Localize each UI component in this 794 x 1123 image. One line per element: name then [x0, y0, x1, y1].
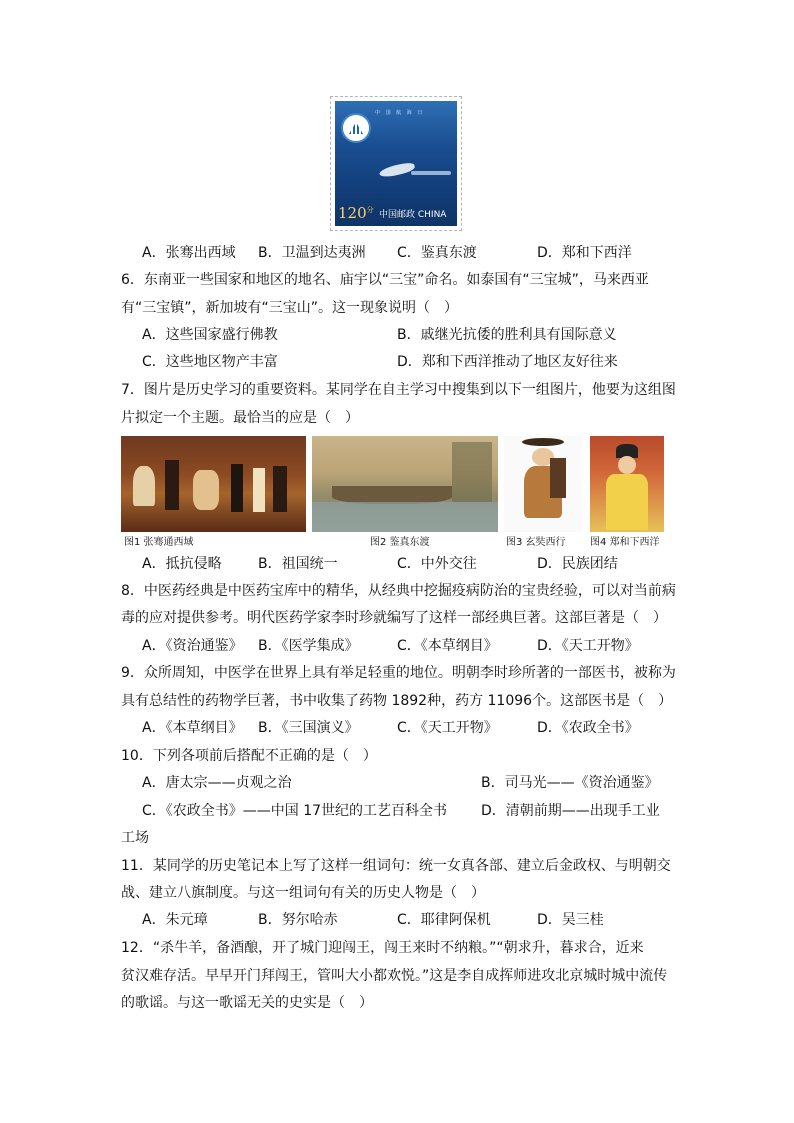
q10-option-c: C．《农政全书》——中国 17世纪的工艺百科全书 — [142, 803, 448, 819]
q8-option-c: C．《本草纲目》 — [397, 638, 498, 654]
q9-option-d: D．《农政全书》 — [537, 720, 639, 736]
stamp-value — [338, 204, 374, 222]
q12-stem-line-1: 12．“杀牛羊，备酒酿，开了城门迎闯王，闯王来时不纳粮。”“朝求升，暮求合，近来 — [121, 940, 644, 956]
q10-option-a: A．唐太宗——贞观之治 — [142, 775, 292, 791]
q10-option-b: B．司马光——《资治通鉴》 — [481, 775, 659, 791]
q11-option-c: C．耶律阿保机 — [397, 912, 491, 928]
q11-stem-line-1: 11．某同学的历史笔记本上写了这样一组词句：统一女真各部、建立后金政权、与明朝交 — [121, 858, 671, 874]
q6-option-b: B．戚继光抗倭的胜利具有国际意义 — [397, 327, 617, 343]
picture-2-jianzhen-boat-painting — [312, 436, 498, 532]
q12-stem-line-3: 的歌谣。与这一歌谣无关的史实是（ ） — [121, 995, 373, 1011]
q8-stem-line-2: 毒的应对提供参考。明代医药学家李时珍就编写了这样一部经典巨著。这部巨著是（ ） — [121, 610, 667, 626]
stamp-postal-label: 中国邮政 CHINA — [379, 210, 447, 220]
q8-option-d: D．《天工开物》 — [537, 638, 639, 654]
q10-stem-line-1: 10．下列各项前后搭配不正确的是（ ） — [121, 748, 377, 764]
painting-waves — [312, 502, 498, 532]
picture-caption-2: 图2 鉴真东渡 — [370, 537, 430, 548]
picture-caption-1: 图1 张骞通西域 — [124, 537, 194, 548]
picture-3-xuanzang-figure — [504, 436, 582, 532]
q8-option-a: A．《资治通鉴》 — [142, 638, 243, 654]
q6-option-a: A．这些国家盛行佛教 — [142, 327, 278, 343]
q8-stem-line-1: 8．中医药经典是中医药宝库中的精华，从经典中挖掘疫病防治的宝贵经验，可以对当前病 — [121, 583, 676, 599]
stamp-sea-background — [335, 101, 457, 226]
dolphin-icon — [378, 161, 415, 178]
q11-stem-line-2: 战、建立八旗制度。与这一组词句有关的历史人物是（ ） — [121, 885, 485, 901]
picture-caption-4: 图4 郑和下西洋 — [590, 537, 660, 548]
picture-caption-3: 图3 玄奘西行 — [506, 537, 566, 548]
q7-stem-line-2: 片拟定一个主题。最恰当的应是（ ） — [121, 410, 359, 426]
q7-option-a: A．抵抗侵略 — [142, 556, 222, 572]
q7-stem-line-1: 7．图片是历史学习的重要资料。某同学在自主学习中搜集到以下一组图片，他要为这组图 — [121, 382, 676, 398]
zhenghe-head — [618, 456, 636, 474]
mural-person-figure — [231, 464, 243, 512]
stamp-top-text: 中 国 航 海 日 — [375, 110, 425, 116]
q10-option-d: D．清朝前期——出现手工业 — [481, 803, 660, 819]
q7-option-d: D．民族团结 — [537, 556, 618, 572]
q9-option-b: B．《三国演义》 — [258, 720, 359, 736]
picture-4-zheng-he-figure — [590, 436, 664, 532]
stamp-value-unit: 分 — [366, 206, 374, 214]
q6-stem-line-2: 有“三宝镇”，新加坡有“三宝山”。这一现象说明（ ） — [121, 300, 459, 316]
q7-option-b: B．祖国统一 — [258, 556, 338, 572]
q12-stem-line-2: 贫汉难存活。早早开门拜闯王，管叫大小都欢悦。”这是李自成挥师进攻北京城时城中流传 — [121, 968, 668, 984]
mural-camel-figure — [133, 466, 155, 506]
picture-1-zhang-qian-mural — [121, 436, 306, 532]
mural-person-figure — [273, 466, 287, 512]
q5-option-d: D．郑和下西洋 — [537, 245, 632, 261]
q9-stem-line-2: 具有总结性的药物学巨著，书中收集了药物 1892种，药方 11096个。这部医书是（ ） — [121, 693, 673, 709]
zhenghe-robe — [606, 474, 648, 530]
q11-option-b: B．努尔哈赤 — [258, 912, 338, 928]
navigation-day-logo-icon — [341, 113, 371, 143]
mural-rider-figure — [165, 460, 179, 510]
q11-option-a: A．朱元璋 — [142, 912, 208, 928]
q5-option-b: B．卫温到达夷洲 — [258, 245, 366, 261]
q9-option-c: C．《天工开物》 — [397, 720, 498, 736]
stamp-value-number: 120 — [338, 204, 367, 222]
xuanzang-backpack — [550, 458, 566, 498]
stamp-image — [330, 96, 462, 231]
q6-option-d: D．郑和下西洋推动了地区友好往来 — [397, 354, 618, 370]
q8-option-b: B．《医学集成》 — [258, 638, 359, 654]
q9-stem-line-1: 9．众所周知，中医学在世界上具有举足轻重的地位。明朝李时珍所著的一部医书，被称为 — [121, 665, 676, 681]
q10-option-d-wrap: 工场 — [121, 830, 149, 846]
q5-option-c: C．鉴真东渡 — [397, 245, 477, 261]
q9-option-a: A．《本草纲目》 — [142, 720, 243, 736]
q6-option-c: C．这些地区物产丰富 — [142, 354, 278, 370]
xuanzang-umbrella — [522, 438, 564, 446]
painting-trees — [452, 442, 492, 502]
water-splash — [411, 171, 451, 175]
mural-horse-figure — [193, 470, 219, 510]
q11-option-d: D．吴三桂 — [537, 912, 604, 928]
q5-option-a: A．张骞出西域 — [142, 245, 236, 261]
q7-option-c: C．中外交往 — [397, 556, 477, 572]
mural-person-figure — [253, 468, 265, 512]
q6-stem-line-1: 6．东南亚一些国家和地区的地名、庙宇以“三宝”命名。如泰国有“三宝城”，马来西亚 — [121, 272, 649, 288]
